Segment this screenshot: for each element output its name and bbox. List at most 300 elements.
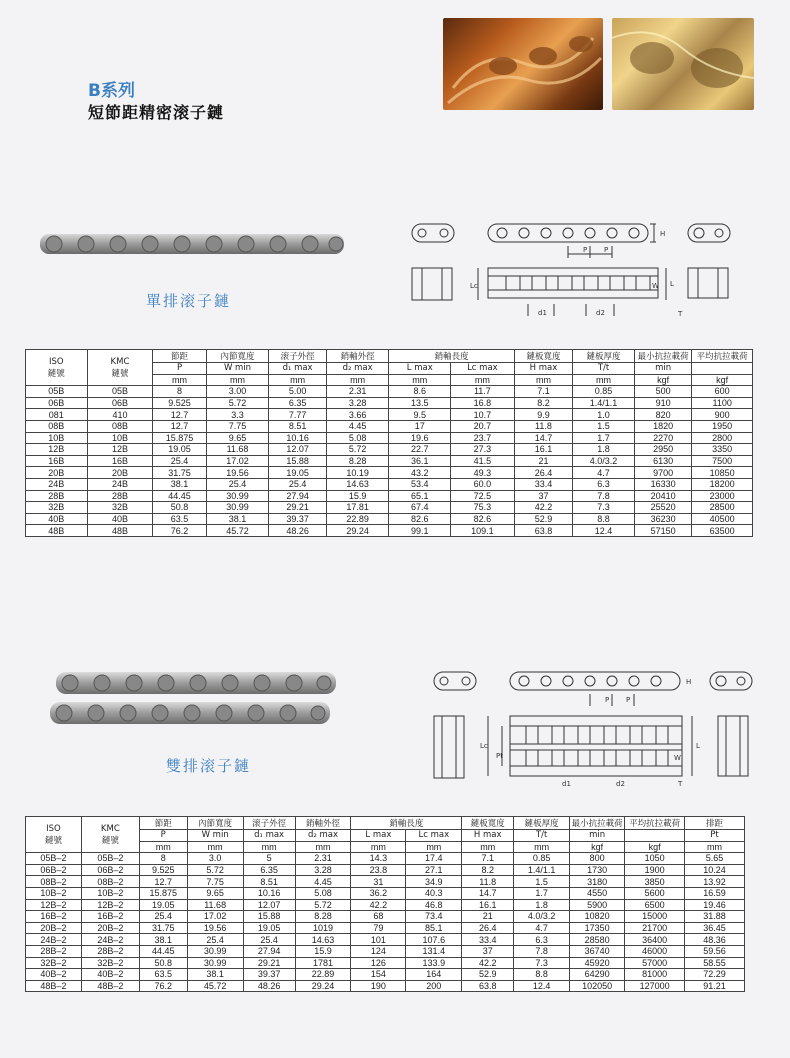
- table-cell: 19.6: [389, 432, 451, 444]
- table-cell: 12.4: [514, 980, 570, 992]
- table-cell: 15.88: [243, 911, 295, 923]
- table-cell: 72.29: [685, 969, 745, 981]
- table-cell: 5.65: [685, 853, 745, 865]
- table-cell: 8.2: [462, 864, 514, 876]
- t1-unit-cell: mm: [451, 374, 515, 386]
- table-cell: 32B–2: [26, 957, 82, 969]
- table-cell: 36.45: [685, 922, 745, 934]
- table-cell: 36400: [625, 934, 685, 946]
- table-cell: 600: [692, 386, 753, 398]
- table-cell: 1.4/1.1: [514, 864, 570, 876]
- table-cell: 10.19: [326, 467, 389, 479]
- t2-unit-cell: kgf: [570, 841, 625, 853]
- double-row-label: 雙排滚子鏈: [166, 757, 252, 775]
- table-cell: 200: [406, 980, 462, 992]
- table-cell: 11.8: [514, 420, 573, 432]
- table-cell: 10B: [26, 432, 88, 444]
- t2-symbol-cell: W min: [187, 830, 243, 842]
- t1-unit-cell: kgf: [634, 374, 692, 386]
- table-cell: 22.89: [326, 513, 389, 525]
- table-cell: 2.31: [326, 386, 389, 398]
- table-cell: 6.3: [514, 934, 570, 946]
- table-cell: 12B–2: [26, 899, 82, 911]
- table-cell: 33.4: [514, 478, 573, 490]
- t1-col-header: 平均抗拉載荷: [692, 350, 753, 363]
- table-cell: 7.3: [573, 502, 635, 514]
- table-cell: 5.72: [206, 397, 269, 409]
- t2-col-header: 平均抗拉載荷: [625, 817, 685, 830]
- table-cell: 1050: [625, 853, 685, 865]
- dim-label-w: W: [652, 282, 659, 290]
- table-cell: 30.99: [206, 502, 269, 514]
- table-cell: 109.1: [451, 525, 515, 537]
- table-cell: 10B–2: [81, 887, 139, 899]
- t1-symbol-cell: L max: [389, 363, 451, 375]
- table-cell: 4550: [570, 887, 625, 899]
- table-row: [26, 455, 753, 467]
- table-row: [26, 899, 745, 911]
- table-cell: 16B–2: [26, 911, 82, 923]
- t1-col-header: 鏈板寬度: [514, 350, 573, 363]
- table-cell: 12.4: [573, 525, 635, 537]
- table-cell: 64290: [570, 969, 625, 981]
- dim-label-d2: d2: [596, 309, 605, 317]
- table-cell: 8.8: [573, 513, 635, 525]
- table-row: [26, 957, 745, 969]
- table-cell: 30.99: [206, 490, 269, 502]
- table-cell: 41.5: [451, 455, 515, 467]
- table-cell: 190: [351, 980, 406, 992]
- table-cell: 38.1: [206, 513, 269, 525]
- t2-unit-cell: mm: [351, 841, 406, 853]
- table-cell: 12.07: [269, 444, 327, 456]
- table-cell: 38.1: [139, 934, 187, 946]
- table-cell: 11.7: [451, 386, 515, 398]
- dim2-label-d2: d2: [616, 780, 625, 788]
- table-cell: 5.72: [326, 444, 389, 456]
- table-cell: 11.8: [462, 876, 514, 888]
- t2-col-header: 鏈板厚度: [514, 817, 570, 830]
- table-cell: 46000: [625, 945, 685, 957]
- table-cell: 40.3: [406, 887, 462, 899]
- table-cell: 28B–2: [81, 945, 139, 957]
- table-cell: 17.4: [406, 853, 462, 865]
- table-cell: 26.4: [514, 467, 573, 479]
- t1-kmc-label: KMC: [110, 356, 130, 367]
- table-cell: 59.56: [685, 945, 745, 957]
- table-cell: 06B: [26, 397, 88, 409]
- t2-symbol-cell: L max: [351, 830, 406, 842]
- chain-closeup-photo: [443, 18, 603, 110]
- table-cell: 48B: [26, 525, 88, 537]
- table-cell: 20410: [634, 490, 692, 502]
- table-cell: 42.2: [514, 502, 573, 514]
- t1-symbol-cell: T/t: [573, 363, 635, 375]
- table-cell: 2950: [634, 444, 692, 456]
- table-cell: 1.7: [514, 887, 570, 899]
- table-cell: 1781: [295, 957, 351, 969]
- table-cell: 10B–2: [26, 887, 82, 899]
- t1-iso-label: ISO: [49, 356, 64, 367]
- table-cell: 12.7: [139, 876, 187, 888]
- t2-symbol-cell: d₁ max: [243, 830, 295, 842]
- table-cell: 4.45: [326, 420, 389, 432]
- table-cell: 26.4: [462, 922, 514, 934]
- table-cell: 25.4: [243, 934, 295, 946]
- table-cell: 28B: [87, 490, 153, 502]
- table-cell: 28B–2: [26, 945, 82, 957]
- t1-symbol-cell: [692, 363, 753, 375]
- table-cell: 32B–2: [81, 957, 139, 969]
- table-cell: 7.75: [187, 876, 243, 888]
- table-cell: 31.75: [139, 922, 187, 934]
- table-cell: 9.5: [389, 409, 451, 421]
- table-cell: 40B–2: [26, 969, 82, 981]
- double-chain-spec-table: [25, 816, 745, 992]
- table-row: [26, 409, 753, 421]
- table-cell: 16.1: [462, 899, 514, 911]
- table-cell: 9.9: [514, 409, 573, 421]
- table-cell: 3850: [625, 876, 685, 888]
- t1-kmc-sub: 鏈號: [111, 368, 129, 379]
- t2-symbol-cell: min: [570, 830, 625, 842]
- table-cell: 32B: [87, 502, 153, 514]
- table-cell: 15000: [625, 911, 685, 923]
- table-cell: 3.3: [206, 409, 269, 421]
- t1-col-header: 滚子外徑: [269, 350, 327, 363]
- single-chain-image: [36, 226, 348, 262]
- table-cell: 16.59: [685, 887, 745, 899]
- table-cell: 1.8: [514, 899, 570, 911]
- dim-label-l: L: [670, 280, 674, 288]
- table-cell: 27.1: [406, 864, 462, 876]
- table-cell: 2800: [692, 432, 753, 444]
- t2-unit-cell: kgf: [625, 841, 685, 853]
- table-cell: 27.94: [269, 490, 327, 502]
- t1-unit-cell: mm: [206, 374, 269, 386]
- table-cell: 10.24: [685, 864, 745, 876]
- table-cell: 154: [351, 969, 406, 981]
- table-cell: 63500: [692, 525, 753, 537]
- table-cell: 16B: [26, 455, 88, 467]
- table-cell: 52.9: [514, 513, 573, 525]
- table-cell: 24B: [26, 478, 88, 490]
- table-cell: 48.26: [269, 525, 327, 537]
- t1-unit-cell: kgf: [692, 374, 753, 386]
- table-cell: 131.4: [406, 945, 462, 957]
- dim-label-d1: d1: [538, 309, 547, 317]
- table-cell: 7.75: [206, 420, 269, 432]
- table-cell: 45.72: [187, 980, 243, 992]
- table-cell: 49.3: [451, 467, 515, 479]
- table-cell: 73.4: [406, 911, 462, 923]
- table-cell: 05B: [26, 386, 88, 398]
- series-title: B系列: [88, 81, 135, 101]
- page-title: 短節距精密滚子鏈: [88, 103, 225, 122]
- table-cell: 75.3: [451, 502, 515, 514]
- table-cell: 37: [514, 490, 573, 502]
- table-cell: 19.46: [685, 899, 745, 911]
- table-cell: 72.5: [451, 490, 515, 502]
- t1-unit-cell: mm: [153, 374, 206, 386]
- table-row: [26, 922, 745, 934]
- table-cell: 124: [351, 945, 406, 957]
- table-cell: 12.07: [243, 899, 295, 911]
- table-cell: 8: [139, 853, 187, 865]
- dim2-label-t: T: [678, 780, 683, 788]
- table-cell: 12B: [26, 444, 88, 456]
- table-cell: 85.1: [406, 922, 462, 934]
- table-cell: 6.35: [269, 397, 327, 409]
- table-cell: 4.0/3.2: [573, 455, 635, 467]
- t2-unit-cell: mm: [187, 841, 243, 853]
- t2-col-header: 節距: [139, 817, 187, 830]
- table-cell: 8.51: [269, 420, 327, 432]
- table-cell: 10820: [570, 911, 625, 923]
- dim2-label-pt: Pt: [496, 752, 503, 760]
- table-cell: 15.9: [295, 945, 351, 957]
- dim2-label-p2: P: [626, 696, 631, 704]
- t2-iso-header: [26, 817, 82, 853]
- single-chain-spec-table: [25, 349, 753, 537]
- table-cell: 23.8: [351, 864, 406, 876]
- table-cell: 50.8: [139, 957, 187, 969]
- table-row: [26, 397, 753, 409]
- table-cell: 1950: [692, 420, 753, 432]
- table-cell: 5: [243, 853, 295, 865]
- table-cell: 6.35: [243, 864, 295, 876]
- table-cell: 05B–2: [81, 853, 139, 865]
- table-cell: 22.89: [295, 969, 351, 981]
- table-row: [26, 934, 745, 946]
- dim-label-t: T: [678, 310, 683, 318]
- table-cell: 50.8: [153, 502, 206, 514]
- table-cell: 36.2: [351, 887, 406, 899]
- table-cell: 10.16: [269, 432, 327, 444]
- table-cell: 14.3: [351, 853, 406, 865]
- t1-iso-sub: 鏈號: [47, 368, 65, 379]
- table-cell: 48B: [87, 525, 153, 537]
- dim2-label-d1: d1: [562, 780, 571, 788]
- table-cell: 28580: [570, 934, 625, 946]
- table-cell: 9.65: [206, 432, 269, 444]
- table-cell: 6130: [634, 455, 692, 467]
- table-cell: 25.4: [269, 478, 327, 490]
- table-cell: 99.1: [389, 525, 451, 537]
- table-row: [26, 980, 745, 992]
- table-cell: 7.8: [514, 945, 570, 957]
- table-cell: 800: [570, 853, 625, 865]
- t1-col-header: 銷軸長度: [389, 350, 514, 363]
- table-cell: 24B–2: [81, 934, 139, 946]
- table-cell: 18200: [692, 478, 753, 490]
- table-cell: 5.00: [269, 386, 327, 398]
- t1-symbol-cell: d₁ max: [269, 363, 327, 375]
- dim-label-h: H: [660, 230, 666, 238]
- t2-unit-cell: mm: [243, 841, 295, 853]
- table-row: [26, 444, 753, 456]
- table-cell: 15.9: [326, 490, 389, 502]
- table-cell: 20B: [87, 467, 153, 479]
- double-chain-image: [46, 668, 344, 734]
- table-cell: 17: [389, 420, 451, 432]
- table-cell: 5.72: [187, 864, 243, 876]
- table-cell: 3.0: [187, 853, 243, 865]
- table-cell: 11.68: [187, 899, 243, 911]
- table-cell: 65.1: [389, 490, 451, 502]
- table-cell: 9.525: [153, 397, 206, 409]
- table-cell: 48.26: [243, 980, 295, 992]
- table-cell: 1.7: [573, 432, 635, 444]
- table-cell: 1100: [692, 397, 753, 409]
- table-cell: 16.8: [451, 397, 515, 409]
- dim2-label-lc: Lc: [480, 742, 488, 750]
- table-cell: 48B–2: [81, 980, 139, 992]
- dim-label-p: P: [583, 246, 588, 254]
- table-cell: 30.99: [187, 957, 243, 969]
- table-cell: 22.7: [389, 444, 451, 456]
- table-cell: 34.9: [406, 876, 462, 888]
- t2-col-header: 鏈板寬度: [462, 817, 514, 830]
- table-cell: 63.5: [139, 969, 187, 981]
- table-cell: 12B–2: [81, 899, 139, 911]
- table-cell: 1.4/1.1: [573, 397, 635, 409]
- table-cell: 820: [634, 409, 692, 421]
- table-cell: 28500: [692, 502, 753, 514]
- table-cell: 08B: [26, 420, 88, 432]
- table-cell: 16B–2: [81, 911, 139, 923]
- table-cell: 25.4: [139, 911, 187, 923]
- table-cell: 20.7: [451, 420, 515, 432]
- table-cell: 1.5: [514, 876, 570, 888]
- table-cell: 11.68: [206, 444, 269, 456]
- table-cell: 25.4: [206, 478, 269, 490]
- table-cell: 1820: [634, 420, 692, 432]
- t1-col-header: 銷軸外徑: [326, 350, 389, 363]
- table-cell: 31.75: [153, 467, 206, 479]
- table-cell: 05B–2: [26, 853, 82, 865]
- t2-col-header: 最小抗拉載荷: [570, 817, 625, 830]
- t2-unit-cell: mm: [295, 841, 351, 853]
- t1-col-header: 最小抗拉載荷: [634, 350, 692, 363]
- table-cell: 900: [692, 409, 753, 421]
- t2-symbol-cell: H max: [462, 830, 514, 842]
- table-cell: 7.8: [573, 490, 635, 502]
- table-cell: 58.55: [685, 957, 745, 969]
- table-cell: 31.88: [685, 911, 745, 923]
- t2-symbol-cell: Lc max: [406, 830, 462, 842]
- table-row: [26, 969, 745, 981]
- dim-label-lc: Lc: [470, 282, 478, 290]
- t1-col-header: 內節寬度: [206, 350, 269, 363]
- table-row: [26, 876, 745, 888]
- table-cell: 25520: [634, 502, 692, 514]
- table-cell: 8.28: [326, 455, 389, 467]
- table-cell: 5.08: [295, 887, 351, 899]
- table-cell: 9.525: [139, 864, 187, 876]
- table-cell: 82.6: [451, 513, 515, 525]
- table-cell: 10.16: [243, 887, 295, 899]
- table-row: [26, 432, 753, 444]
- single-chain-diagram: [408, 218, 738, 322]
- table-cell: 7500: [692, 455, 753, 467]
- table-cell: 30.99: [187, 945, 243, 957]
- table-row: [26, 386, 753, 398]
- table-cell: 5.72: [295, 899, 351, 911]
- t1-symbol-cell: W min: [206, 363, 269, 375]
- table-cell: 53.4: [389, 478, 451, 490]
- table-cell: 36230: [634, 513, 692, 525]
- table-row: [26, 513, 753, 525]
- table-cell: 21700: [625, 922, 685, 934]
- chain-detail-photo: [612, 18, 754, 110]
- t2-symbol-cell: P: [139, 830, 187, 842]
- table-cell: 32B: [26, 502, 88, 514]
- table-cell: 5.08: [326, 432, 389, 444]
- table-cell: 42.2: [351, 899, 406, 911]
- table-cell: 67.4: [389, 502, 451, 514]
- table-cell: 16B: [87, 455, 153, 467]
- table-cell: 126: [351, 957, 406, 969]
- table-cell: 43.2: [389, 467, 451, 479]
- table-cell: 39.37: [269, 513, 327, 525]
- t2-symbol-cell: [625, 830, 685, 842]
- t1-unit-cell: mm: [389, 374, 451, 386]
- table-cell: 48B–2: [26, 980, 82, 992]
- table-cell: 4.45: [295, 876, 351, 888]
- dim2-label-h: H: [686, 678, 692, 686]
- table-cell: 14.63: [295, 934, 351, 946]
- dim2-label-w: W: [674, 754, 681, 762]
- t2-unit-cell: mm: [462, 841, 514, 853]
- table-row: [26, 478, 753, 490]
- single-row-label: 單排滚子鏈: [146, 292, 232, 310]
- t2-symbol-cell: T/t: [514, 830, 570, 842]
- table-cell: 14.7: [514, 432, 573, 444]
- table-cell: 08B: [87, 420, 153, 432]
- table-cell: 63.5: [153, 513, 206, 525]
- table-cell: 76.2: [153, 525, 206, 537]
- table-cell: 15.875: [153, 432, 206, 444]
- table-cell: 19.05: [243, 922, 295, 934]
- t1-symbol-cell: H max: [514, 363, 573, 375]
- table-cell: 7.1: [462, 853, 514, 865]
- table-cell: 38.1: [153, 478, 206, 490]
- table-cell: 17350: [570, 922, 625, 934]
- table-cell: 25.4: [153, 455, 206, 467]
- t2-unit-cell: mm: [685, 841, 745, 853]
- table-cell: 45920: [570, 957, 625, 969]
- t2-kmc-label: KMC: [100, 823, 120, 834]
- table-cell: 15.88: [269, 455, 327, 467]
- t2-col-header: 銷軸長度: [351, 817, 462, 830]
- table-cell: 3180: [570, 876, 625, 888]
- table-cell: 8.2: [514, 397, 573, 409]
- table-cell: 19.05: [139, 899, 187, 911]
- table-row: [26, 502, 753, 514]
- table-cell: 08B–2: [81, 876, 139, 888]
- table-cell: 8.28: [295, 911, 351, 923]
- t2-col-header: 內節寬度: [187, 817, 243, 830]
- t1-col-header: 節距: [153, 350, 206, 363]
- table-cell: 91.21: [685, 980, 745, 992]
- table-cell: 3.28: [295, 864, 351, 876]
- table-cell: 19.05: [153, 444, 206, 456]
- table-cell: 6500: [625, 899, 685, 911]
- table-cell: 68: [351, 911, 406, 923]
- table-cell: 3.00: [206, 386, 269, 398]
- table-cell: 1730: [570, 864, 625, 876]
